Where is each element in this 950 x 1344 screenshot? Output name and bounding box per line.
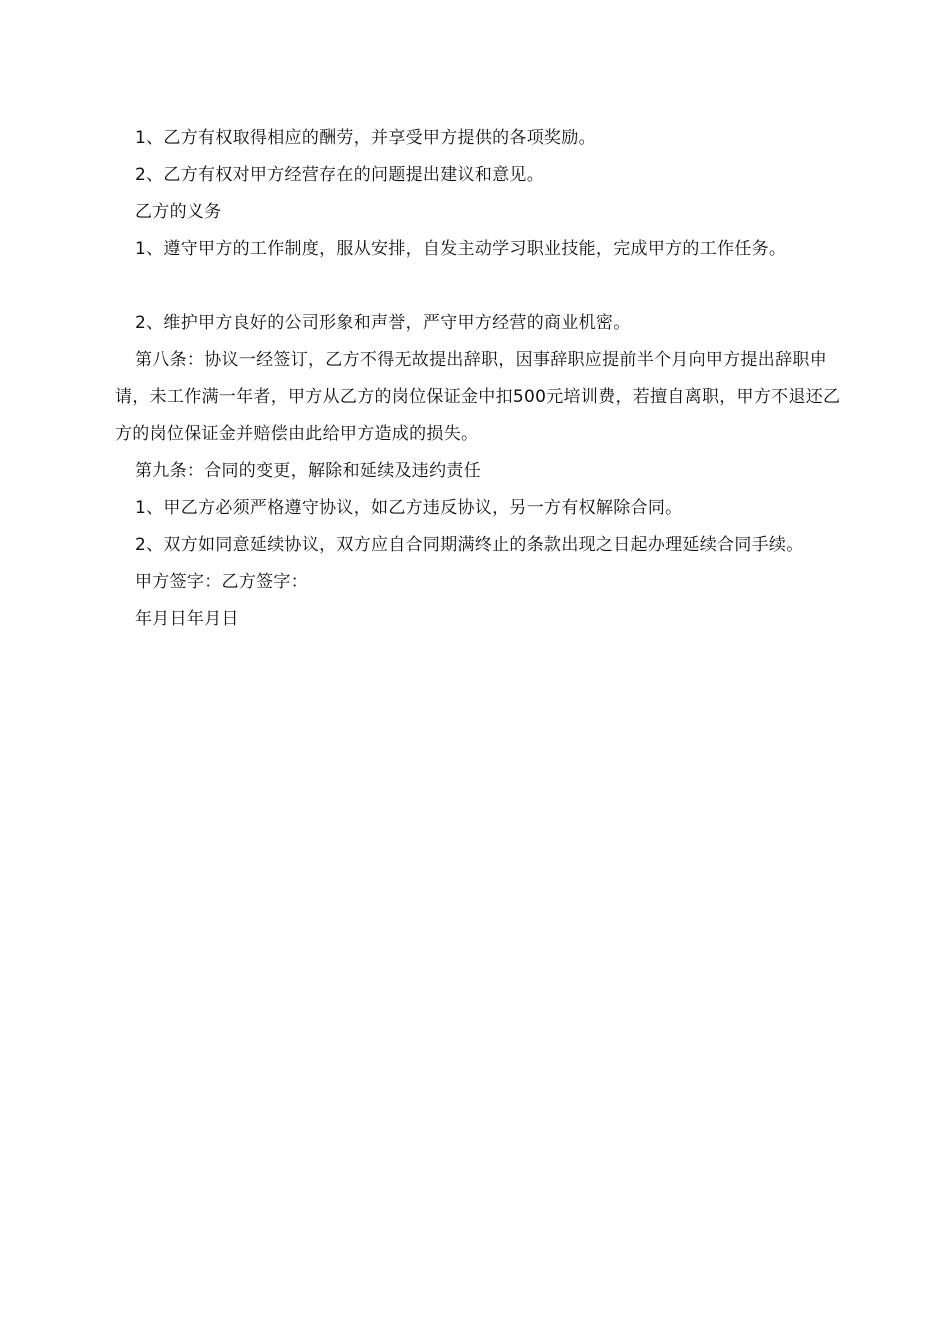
paragraph-rights-2: 2、乙方有权对甲方经营存在的问题提出建议和意见。: [135, 165, 545, 185]
paragraph-article-8: 第八条：协议一经签订，乙方不得无故提出辞职，因事辞职应提前半个月向甲方提出辞职申请，未工作满一年者，甲方从乙方的岗位保证金中扣500元培训费，若擅自离职，甲方不退还乙方的岗位保证金并赔偿由此给甲方造成的损失。: [115, 350, 841, 444]
paragraph-article-9-2: 2、双方如同意延续协议，双方应自合同期满终止的条款出现之日起办理延续合同手续。: [135, 535, 804, 555]
heading-obligations: 乙方的义务: [135, 202, 222, 222]
paragraph-rights-1: 1、乙方有权取得相应的酬劳，并享受甲方提供的各项奖励。: [135, 128, 596, 148]
document-body: [115, 120, 855, 638]
paragraph-obligations-1: 1、遵守甲方的工作制度，服从安排，自发主动学习职业技能，完成甲方的工作任务。: [135, 239, 787, 259]
paragraph-article-9-1: 1、甲乙方必须严格遵守协议，如乙方违反协议，另一方有权解除合同。: [135, 498, 683, 518]
date-line: 年月日年月日: [135, 609, 239, 629]
heading-article-9: 第九条：合同的变更，解除和延续及违约责任: [135, 461, 481, 481]
signature-line: 甲方签字：乙方签字：: [135, 572, 308, 592]
paragraph-obligations-2: 2、维护甲方良好的公司形象和声誉，严守甲方经营的商业机密。: [135, 313, 631, 333]
